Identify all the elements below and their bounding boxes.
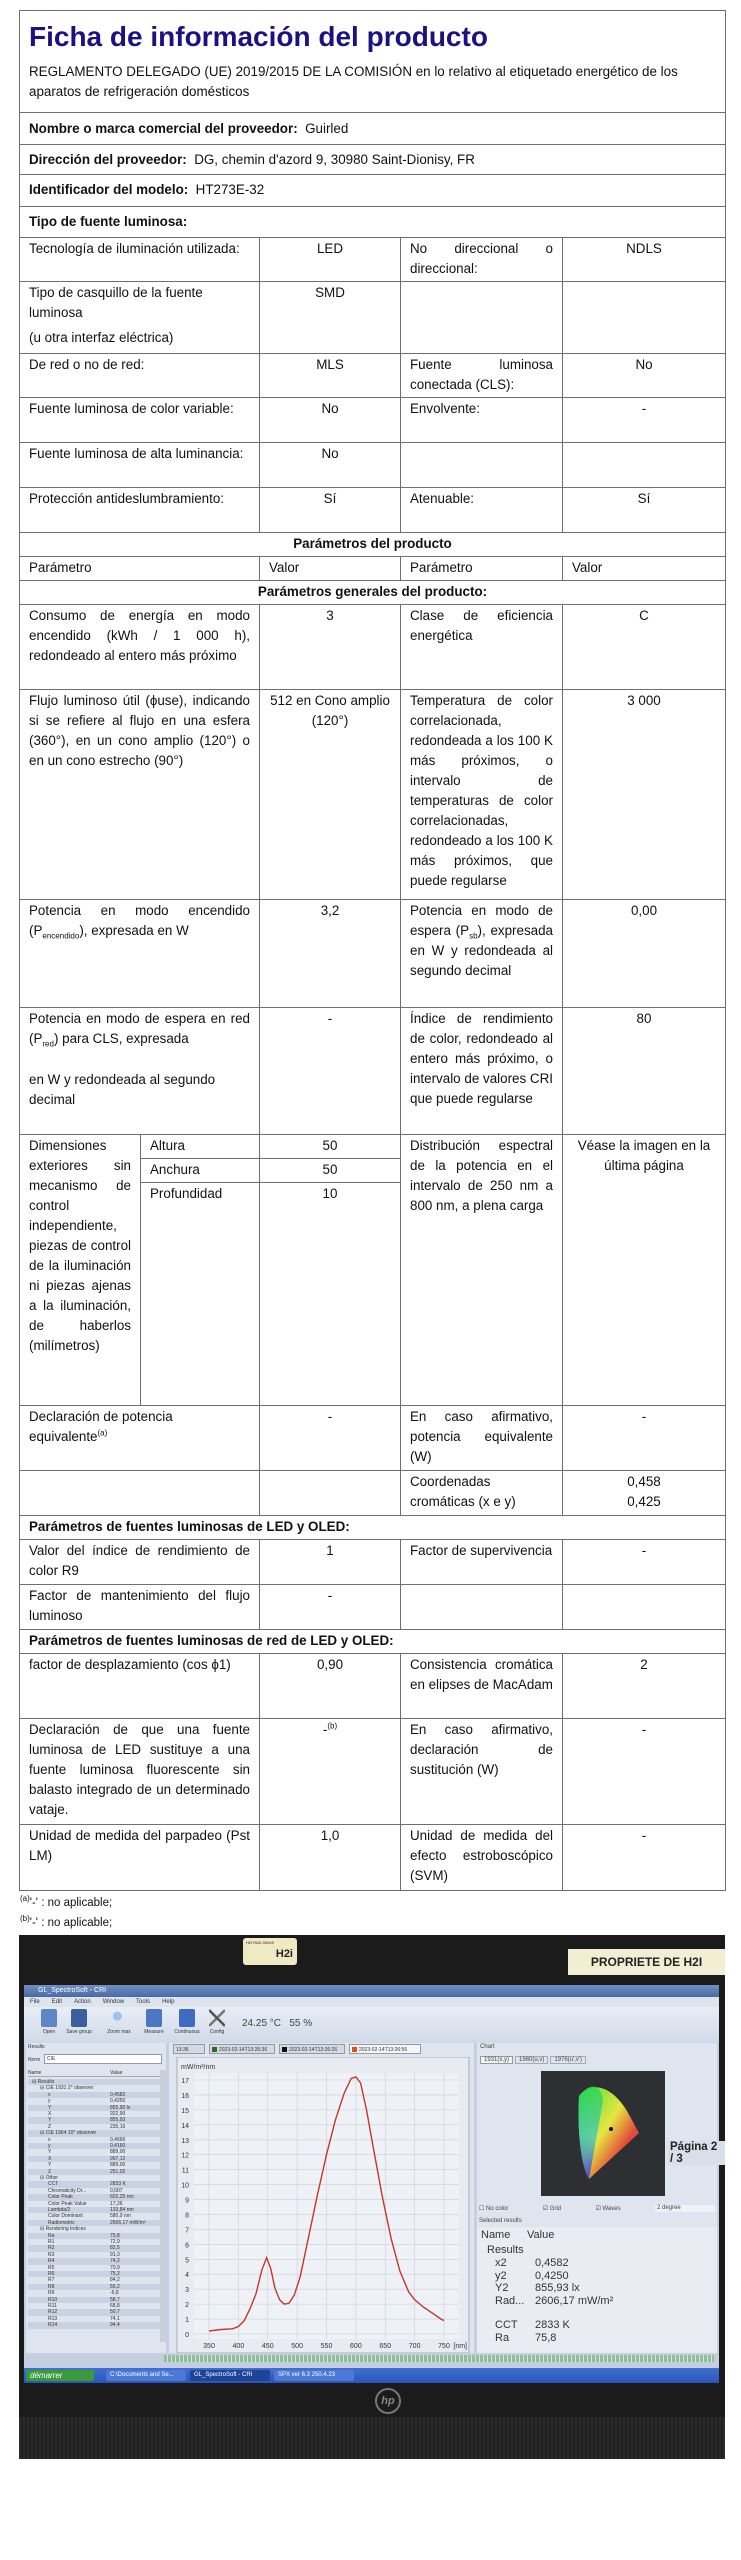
result-row[interactable]: R14 94,4: [28, 2322, 160, 2328]
table-row: Coordenadas cromáticas (x e y) 0,458 0,425: [20, 1471, 726, 1516]
x-tick-label: 500: [291, 2343, 303, 2350]
table-row: Unidad de medida del parpadeo (Pst LM) 1,0 Unidad de medida del efecto estroboscópico (SVM) -: [20, 1825, 726, 1891]
table-row: Protección antideslumbramiento: Sí Atenuable: Sí: [20, 488, 726, 533]
result-row[interactable]: R10 58,7: [28, 2297, 160, 2303]
result-row[interactable]: Y 889,00: [48, 2162, 126, 2169]
taskbar-spectrosoft[interactable]: GL_SpectroSoft - CRI: [190, 2370, 270, 2381]
result-row[interactable]: y 0,4160: [28, 2143, 160, 2149]
toolbar: [24, 2007, 719, 2043]
footnote-b: $^{(b)}$'-' : no aplicable;: [20, 1914, 113, 1929]
footnote-a: $^{(a)}$'-' : no aplicable;: [20, 1894, 113, 1909]
table-row: Potencia en modo encendido $(P_{encendido})$, expresada en W 3,2 Potencia en modo de espera $(P_{sb})$, expresada en W y redondeada al segundo decimal 0,00: [20, 900, 726, 1008]
selected-result-row: y2 0,4250: [495, 2269, 569, 2282]
menu-tools[interactable]: Tools: [136, 1999, 151, 2005]
y-tick-label: 4: [185, 2272, 189, 2280]
no-color-checkbox[interactable]: ☐ No color: [479, 2206, 509, 2212]
supplier-address-row: Dirección del proveedor: DG, chemin d'azord 9, 30980 Saint-Dionisy, FR: [20, 145, 726, 175]
page-title: Ficha de información del producto: [29, 21, 488, 52]
chart-side-panel: Chart 1931(x,y) 1960(u,v) 1976(u',v') ☐ No color ☑ Grid ☑ Waves 2 degree Selected results Name Value Results x2 0,4582 y2 0,4250 Y2 855,93 lx Rad... 2606,17 mW/m² CCT 2833 K Ra 75,8: [477, 2043, 717, 2353]
menu-help[interactable]: Help: [162, 1999, 175, 2005]
document: [19, 10, 725, 2459]
result-row[interactable]: ⊟ Other: [40, 2175, 59, 2181]
table-row: Tecnología de iluminación utilizada: LED No direccional o direccional: NDLS: [20, 238, 726, 282]
chart-tab[interactable]: 2023-02-14T13:26:56: [349, 2044, 421, 2054]
model-row: Identificador del modelo: HT273E-32: [20, 175, 726, 207]
result-row[interactable]: Color Peak Value 17,26: [48, 2200, 123, 2207]
selected-result-row: Y2 855,93 lx: [495, 2282, 580, 2294]
table-row: De red o no de red: MLS Fuente luminosa conectada (CLS): No: [20, 354, 726, 398]
taskbar: [24, 2368, 719, 2383]
table-row: Potencia en modo de espera en red $(P_{red})$ para CLS, expresada en W y redondeada al segundo decimal - Índice de rendimiento de color, redondeado al entero más próximo, o intervalo de valores CRI que puede regularse 80: [20, 1008, 726, 1135]
table-row: Declaración de potencia equivalente$^{(a)}$ - En caso afirmativo, potencia equivalente (W) -: [20, 1406, 726, 1471]
y-tick-label: 16: [181, 2092, 189, 2100]
result-row[interactable]: Color Dominant 580,9 nm: [48, 2213, 131, 2220]
model-id: HT273E-32: [195, 182, 265, 197]
menu-window[interactable]: Window: [102, 1999, 125, 2005]
result-row[interactable]: Y 855,93: [28, 2117, 160, 2123]
magnifier-icon: [111, 2009, 127, 2027]
result-row[interactable]: R1 72,9: [48, 2239, 120, 2245]
owner-sticker: PROPRIETE DE H2I: [568, 1949, 725, 1975]
y-tick-label: 11: [181, 2167, 189, 2175]
norm-select[interactable]: CIE: [44, 2054, 162, 2064]
result-row[interactable]: Radiometric 2606,17 mW/m²: [28, 2220, 160, 2226]
grid-checkbox[interactable]: ☑ Grid: [542, 2206, 562, 2212]
y-tick-label: 9: [185, 2197, 189, 2205]
x-tick-label: 400: [232, 2343, 245, 2350]
y-tick-label: 3: [185, 2287, 189, 2295]
y-tick-label: 0: [185, 2332, 189, 2339]
start-button[interactable]: démarrer: [26, 2370, 94, 2381]
save-icon: [71, 2009, 87, 2027]
laptop-screen: [24, 1985, 719, 2383]
asset-sticker: H2i RAD 00049 H2i: [243, 1938, 297, 1965]
selected-result-row: x2 0,4582: [495, 2257, 569, 2269]
result-row[interactable]: y 0,4250: [48, 2098, 126, 2105]
result-row[interactable]: R9 -6,8: [48, 2290, 119, 2297]
result-row[interactable]: X 922,90: [48, 2111, 126, 2117]
table-row: Tipo de casquillo de la fuente luminosa (u otra interfaz eléctrica) SMD: [20, 282, 726, 354]
general-params-heading: Parámetros generales del producto:: [20, 581, 726, 605]
table-row: Declaración de que una fuente luminosa de LED sustituye a una fuente luminosa fluorescente sin balasto integrado de un determinado vataje. -$^{(b)}$ En caso afirmativo, declaración de sustitución (W) -: [20, 1719, 726, 1825]
menu-file[interactable]: File: [30, 1999, 40, 2005]
supplier-name-row: Nombre o marca comercial del proveedor: Guirled: [20, 113, 726, 145]
cie-diagram: [541, 2071, 665, 2196]
dimensions-row: Dimensiones exteriores sin mecanismo de control independiente, piezas de control de la iluminación ni piezas ajenas a la iluminación, de haberlos (milímetros) Altura 50 Distribución espectral de la potencia en el intervalo de 250 nm a 800 nm, a plena carga Véase la imagen en la última página: [20, 1135, 726, 1159]
result-row[interactable]: R13 74,1: [48, 2315, 120, 2322]
result-row[interactable]: x 0,4666: [48, 2136, 126, 2143]
regulation-text: REGLAMENTO DELEGADO (UE) 2019/2015 DE LA COMISIÓN en lo relativo al etiquetado energético de los aparatos de refrigeración domésticos: [29, 64, 678, 99]
result-row[interactable]: Z 235,16: [48, 2123, 126, 2130]
taskbar-spx[interactable]: SPX ver 6.3 250.4.23: [274, 2370, 354, 2381]
x-tick-label: 550: [320, 2343, 333, 2350]
y-tick-label: 2: [185, 2302, 189, 2310]
table-row: Flujo luminoso útil (ϕuse), indicando si se refiere al flujo en una esfera (360°), en un cono amplio (120°) o en un cono estrecho (90°) 512 en Cono amplio (120°) Temperatura de color correlacionada, redondeada a los 100 K más próximos, o intervalo de temperaturas de color correlacionadas, redondeado a los 100 K más próximos, que puede regularse 3 000: [20, 690, 726, 900]
measure-button[interactable]: Measure: [139, 2009, 169, 2035]
menu-bar: [24, 1997, 719, 2007]
result-row[interactable]: CCT 2833 K: [28, 2181, 160, 2187]
header-cell: [20, 11, 726, 113]
x-tick-label: 750: [438, 2343, 450, 2350]
x-tick-label: 700: [408, 2343, 421, 2350]
results-panel: Results Norm CIE Name Value ⊟ Results ⊟ CIE 1931 2° observer x 0,4582 y 0,4250 Y 855,90 lx X 922,90 Y 855,93 Z 235,16 ⊟ CIE 1964 10° observer x 0,4666 y 0,4160 Y 889,00 X 997,12 Y 889,00 Z 251,02 ⊟ Other CCT 2833 K Chromaticity Dr... 0,007 Color Peak 602,25 nm Color Peak Value 17,26 Lambda/2 133,84 nm Color Dominant 580,9 nm Radiometric 2606,17 mW/m² ⊟ Rendering Indices Ra 75,8 R1 72,9 R2 82,5 R3 91,3 R4 74,2 R5 70,9 R6 75,2 R7 84,2 R8 55,2 R9 -6,8 R10 58,7 R11 68,8 R12 50,7 R13 74,1 R14 94,4: [26, 2043, 166, 2353]
continuous-button[interactable]: Continuous: [172, 2009, 202, 2035]
y-tick-label: 15: [181, 2107, 189, 2115]
table-row: Valor del índice de rendimiento de color R9 1 Factor de supervivencia -: [20, 1540, 726, 1585]
result-row[interactable]: ⊟ CIE 1964 10° observer: [28, 2130, 160, 2136]
table-row: Factor de mantenimiento del flujo luminoso -: [20, 1585, 726, 1630]
result-row[interactable]: R6 75,2: [28, 2271, 160, 2277]
observer-select[interactable]: 2 degree: [655, 2205, 715, 2212]
folder-icon: [41, 2009, 57, 2027]
result-row[interactable]: R11 68,8: [48, 2303, 120, 2309]
page-number: Página 2 / 3: [668, 2141, 725, 2165]
source-type-heading: Tipo de fuente luminosa:: [20, 207, 726, 238]
result-row[interactable]: R12 50,7: [28, 2309, 160, 2315]
led-oled-heading: Parámetros de fuentes luminosas de LED y OLED:: [20, 1516, 726, 1540]
taskbar-explorer[interactable]: C:\Documents and Se...: [106, 2370, 186, 2381]
spectrum-photo: [19, 1935, 725, 2459]
y-tick-label: 7: [185, 2227, 189, 2235]
result-row[interactable]: Y 889,00: [48, 2149, 126, 2156]
x-tick-label: 350: [203, 2343, 215, 2350]
result-row[interactable]: Chromaticity Dr... 0,007: [48, 2187, 123, 2194]
spectrum-chart-panel: [169, 2043, 474, 2353]
product-info-table: Ficha de información del producto REGLAMENTO DELEGADO (UE) 2019/2015 DE LA COMISIÓN en lo relativo al etiquetado energético de los aparatos de refrigeración domésticos Nombre o marca comercial del proveedor: Guirled Dirección del proveedor: DG, chemin d'azord 9, 30980 Saint-Dionisy, FR Identificador del modelo: HT273E-32 Tipo de fuente luminosa: Tecnología de iluminación utilizada: LED No direccional o direccional: NDLS Tipo de casquillo de la fuente luminosa (u otra interfaz eléctrica) SMD De red o no de red: MLS Fuente luminosa conectada (CLS): No Fuente luminosa de color variable: No Envolvente: - Fuente luminosa de alta luminancia: No Protección antideslumbramiento: Sí Atenuable: Sí Parámetros del producto Parámetro Valor Parámetro Valor Parámetros generales del producto: Consumo de energía en modo encendido (kWh / 1 000 h), redondeado al entero más próximo 3 Clase de eficiencia energética C Flujo luminoso útil (ϕuse), indicando si se refiere al flujo en una esfera (360°), en un cono amplio (120°) o en un cono estrecho (90°) 512 en Cono amplio (120°) Temperatura de color correlacionada, redondeada a los 100 K más próximos, o intervalo de temperaturas de color correlacionadas, redondeado a los 100 K más próximos, que puede regularse 3 000 Potencia en modo encendido $(P_{encendido})$, expresada en W 3,2 Potencia en modo de espera $(P_{sb})$, expresada en W y redondeada al segundo decimal 0,00 Potencia en modo de espera en red $(P_{red})$ para CLS, expresada en W y redondeada al segundo decimal - Índice de rendimiento de color, redondeado al entero más próximo, o intervalo de valores CRI que puede regularse 80 Dimensiones exteriores sin mecanismo de control independiente, piezas de control de la iluminación ni piezas ajenas a la iluminación, de haberlos (milímetros) Altura 50 Distribución espectral de la potencia en el intervalo de 250 nm a 800 nm, a plena carga Véase la imagen en la última página Anchura 50 Profundidad 10 Declaración de potencia equivalente$^{(a)}$ - En caso afirmativo, potencia equivalente (W) - Coordenadas cromáticas (x e y) 0,458 0,425 Parámetros de fuentes luminosas de LED y OLED: Valor del índice de rendimiento de color R9 1 Factor de supervivencia - Factor de mantenimiento del flujo luminoso - Parámetros de fuentes luminosas de red de LED y OLED: factor de desplazamiento (cos ϕ1) 0,90 Consistencia cromática en elipses de MacAdam 2 Declaración de que una fuente luminosa de LED sustituye a una fuente luminosa fluorescente sin balasto integrado de un determinado vataje. -$^{(b)}$ En caso afirmativo, declaración de sustitución (W) - Unidad de medida del parpadeo (Pst LM) 1,0 Unidad de medida del efecto estroboscópico (SVM) -: [19, 10, 726, 1891]
scrollbar[interactable]: [160, 2070, 166, 2342]
table-row: Consumo de energía en modo encendido (kWh / 1 000 h), redondeado al entero más próximo 3 Clase de eficiencia energética C: [20, 605, 726, 690]
supplier-name: Guirled: [305, 121, 349, 136]
y-tick-label: 12: [181, 2152, 189, 2160]
result-row[interactable]: R4 74,2: [28, 2258, 160, 2264]
tools-icon: [209, 2009, 225, 2027]
table-row: factor de desplazamiento (cos ϕ1) 0,90 Consistencia cromática en elipses de MacAdam 2: [20, 1654, 726, 1719]
selected-result-row: CCT 2833 K: [495, 2319, 570, 2331]
chart-tab[interactable]: 2023-02-14T13:26:26: [279, 2044, 345, 2054]
product-params-heading: Parámetros del producto: [20, 533, 726, 557]
result-row[interactable]: ⊟ Rendering Indices: [40, 2226, 86, 2233]
progress-bar: [164, 2355, 714, 2362]
y-tick-label: 10: [181, 2182, 189, 2190]
result-row[interactable]: R7 84,2: [48, 2277, 120, 2284]
x-tick-label: 600: [350, 2343, 362, 2350]
result-row[interactable]: Z 251,02: [28, 2169, 160, 2175]
y-tick-label: 13: [181, 2137, 189, 2145]
open-button[interactable]: Open: [34, 2009, 64, 2035]
waves-checkbox[interactable]: ☑ Waves: [595, 2206, 621, 2212]
selected-result-row: Ra 75,8: [495, 2331, 557, 2344]
table-row: Fuente luminosa de alta luminancia: No: [20, 443, 726, 488]
result-row[interactable]: Ra 75,8: [28, 2233, 160, 2239]
tab-1931[interactable]: 1931(x,y): [480, 2056, 513, 2064]
y-tick-label: 14: [181, 2122, 189, 2130]
result-row[interactable]: Lambda/2 133,84 nm: [28, 2207, 160, 2213]
menu-action[interactable]: Action: [74, 1999, 91, 2005]
mains-led-heading: Parámetros de fuentes luminosas de red de LED y OLED:: [20, 1630, 726, 1654]
spectrum-chart: [169, 2057, 474, 2353]
supplier-address: DG, chemin d'azord 9, 30980 Saint-Dionisy, FR: [194, 152, 475, 167]
y-axis-label: mW/m²/nm: [181, 2064, 216, 2071]
config-button[interactable]: Config: [204, 2009, 230, 2035]
y-tick-label: 17: [181, 2078, 189, 2085]
column-header-row: Parámetro Valor Parámetro Valor: [20, 557, 726, 581]
tab-1976[interactable]: 1976(u',v'): [550, 2056, 586, 2064]
speaker-grille: [19, 2417, 725, 2459]
y-tick-label: 8: [185, 2212, 189, 2220]
selected-result-row: Rad... 2606,17 mW/m²: [495, 2294, 614, 2307]
continuous-icon: [179, 2009, 195, 2027]
x-tick-label: 650: [379, 2343, 392, 2350]
y-tick-label: 6: [185, 2242, 189, 2250]
y-tick-label: 1: [185, 2317, 189, 2325]
result-row[interactable]: Y 855,90 lx: [28, 2105, 160, 2111]
result-row[interactable]: X 997,12: [28, 2156, 160, 2162]
chart-tab[interactable]: 2023-02-14T13:26:36: [209, 2044, 275, 2054]
save-group-button[interactable]: Save group: [64, 2009, 94, 2035]
chart-tab[interactable]: 13:36: [173, 2044, 205, 2054]
result-row[interactable]: x 0,4582: [28, 2092, 160, 2098]
hp-logo: hp: [375, 2388, 401, 2414]
result-row[interactable]: Color Peak 602,25 nm: [28, 2194, 160, 2200]
temperature-readout: 24.25 °C 55 %: [242, 2018, 313, 2029]
result-row[interactable]: R3 91,3: [48, 2251, 120, 2258]
window-title: GL_SpectroSoft - CRI: [24, 1985, 719, 1997]
x-unit-label: [nm]: [453, 2343, 467, 2350]
x-tick-label: 450: [261, 2343, 274, 2350]
result-row[interactable]: R8 55,2: [28, 2284, 160, 2290]
tab-1960[interactable]: 1960(u,v): [515, 2056, 548, 2064]
result-row[interactable]: ⊟ Results: [28, 2079, 160, 2085]
zoom-max-button[interactable]: Zoom max: [104, 2009, 134, 2035]
chart-icon: [146, 2009, 162, 2027]
y-tick-label: 5: [185, 2257, 189, 2265]
menu-edit[interactable]: Edit: [51, 1999, 63, 2005]
result-row[interactable]: ⊟ CIE 1931 2° observer: [40, 2085, 94, 2092]
table-row: Fuente luminosa de color variable: No Envolvente: -: [20, 398, 726, 443]
result-row[interactable]: R2 82,5: [28, 2245, 160, 2251]
result-row[interactable]: R5 70,9: [48, 2264, 120, 2271]
